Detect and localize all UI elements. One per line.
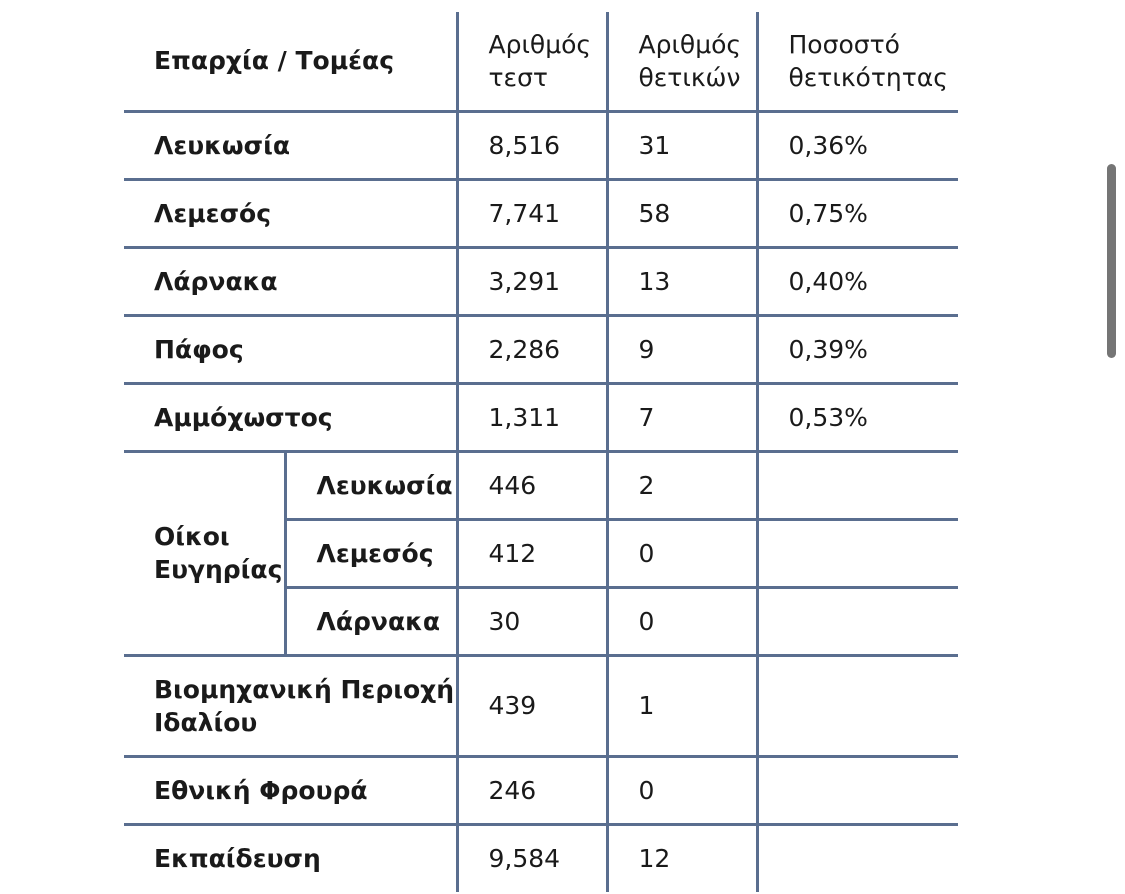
tests-cell: 1,311 [457, 383, 607, 451]
rate-cell: 0,75% [757, 179, 958, 247]
tests-cell: 30 [457, 587, 607, 655]
row-label: Βιομηχανική Περιοχή Ιδαλίου [124, 655, 457, 756]
rate-cell [757, 824, 958, 892]
table-row [124, 247, 958, 315]
positives-cell: 0 [607, 519, 757, 587]
table-row [124, 179, 958, 247]
row-label: Λάρνακα [285, 587, 457, 655]
positives-cell: 2 [607, 451, 757, 519]
table-row [124, 756, 958, 824]
row-label: Εκπαίδευση [124, 824, 457, 892]
tests-cell: 446 [457, 451, 607, 519]
row-label: Λάρνακα [124, 247, 457, 315]
row-label: Λευκωσία [285, 451, 457, 519]
rate-cell: 0,36% [757, 111, 958, 179]
table-row [124, 315, 958, 383]
tests-cell: 9,584 [457, 824, 607, 892]
table-row [124, 655, 958, 756]
scrollbar[interactable] [1107, 164, 1116, 358]
header-row [124, 12, 958, 111]
row-label: Πάφος [124, 315, 457, 383]
rate-cell [757, 587, 958, 655]
rate-cell [757, 451, 958, 519]
rate-cell: 0,53% [757, 383, 958, 451]
covid-test-results-table [124, 12, 958, 892]
positives-cell: 12 [607, 824, 757, 892]
table-row [124, 111, 958, 179]
tests-cell: 2,286 [457, 315, 607, 383]
positives-cell: 7 [607, 383, 757, 451]
row-label: Αμμόχωστος [124, 383, 457, 451]
positives-cell: 13 [607, 247, 757, 315]
rate-cell [757, 519, 958, 587]
positives-cell: 0 [607, 756, 757, 824]
table-row [124, 383, 958, 451]
positives-cell: 1 [607, 655, 757, 756]
rate-cell: 0,40% [757, 247, 958, 315]
tests-cell: 439 [457, 655, 607, 756]
header-tests: Αριθμός τεστ [457, 12, 607, 111]
positives-cell: 0 [607, 587, 757, 655]
row-label: Λεμεσός [124, 179, 457, 247]
positives-cell: 31 [607, 111, 757, 179]
tests-cell: 412 [457, 519, 607, 587]
tests-cell: 246 [457, 756, 607, 824]
table-row [124, 451, 958, 519]
row-label: Εθνική Φρουρά [124, 756, 457, 824]
tests-cell: 7,741 [457, 179, 607, 247]
header-rate: Ποσοστό θετικότητας [757, 12, 958, 111]
tests-cell: 8,516 [457, 111, 607, 179]
rate-cell: 0,39% [757, 315, 958, 383]
header-positives: Αριθμός θετικών [607, 12, 757, 111]
header-region: Επαρχία / Τομέας [154, 46, 395, 76]
rate-cell [757, 655, 958, 756]
tests-cell: 3,291 [457, 247, 607, 315]
table-row [124, 824, 958, 892]
row-label: Λεμεσός [285, 519, 457, 587]
rate-cell [757, 756, 958, 824]
positives-cell: 58 [607, 179, 757, 247]
row-label: Λευκωσία [124, 111, 457, 179]
care-homes-label: Οίκοι Ευγηρίας [124, 451, 285, 655]
positives-cell: 9 [607, 315, 757, 383]
